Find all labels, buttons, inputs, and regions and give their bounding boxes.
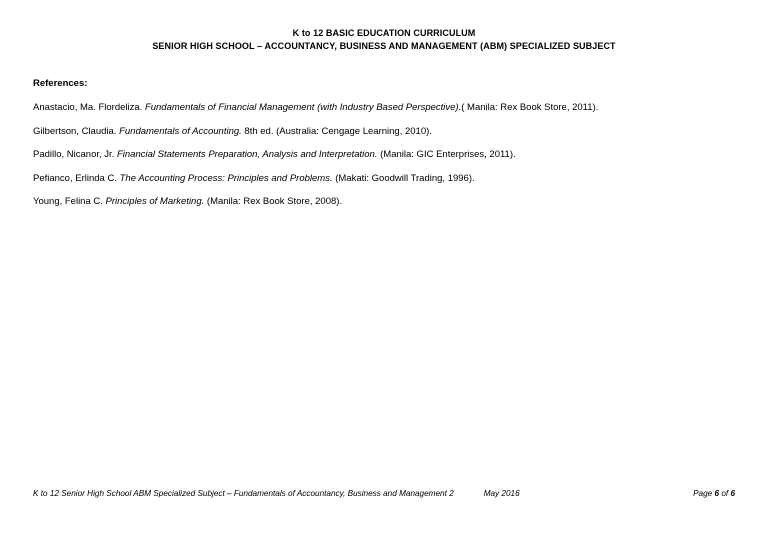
reference-entry — [33, 150, 735, 160]
reference-author: Young, Felina C. — [33, 196, 106, 207]
reference-title: Financial Statements Preparation, Analysis and Interpretation. — [116, 149, 378, 160]
footer-total-pages: 6 — [730, 489, 735, 498]
header-line-2: SENIOR HIGH SCHOOL – ACCOUNTANCY, BUSINESS AND MANAGEMENT (ABM) SPECIALIZED SUBJECT — [152, 41, 616, 51]
references-heading: References: — [33, 78, 88, 89]
reference-publisher: (Manila: Rex Book Store, 2008). — [204, 196, 343, 207]
references-section — [33, 78, 735, 207]
reference-entry — [33, 127, 735, 137]
reference-publisher: (Makati: Goodwill Trading, 1996). — [332, 172, 475, 184]
reference-publisher: (Manila: GIC Enterprises, 2011). — [377, 149, 516, 160]
footer-page-word: Page — [693, 489, 715, 498]
reference-title: Fundamentals of Financial Management (with Industry Based Perspective). — [144, 102, 462, 113]
reference-author: Pefianco, Erlinda C. — [33, 172, 120, 184]
reference-publisher: 8th ed. (Australia: Cengage Learning, 2010). — [241, 125, 432, 137]
reference-entry — [33, 174, 735, 184]
footer-document-title: K to 12 Senior High School ABM Specialized Subject – Fundamentals of Accountancy, Business and Management 2 — [33, 489, 454, 498]
reference-title: Fundamentals of Accounting. — [119, 125, 242, 137]
footer-date: May 2016 — [483, 489, 520, 498]
footer-of-word: of — [719, 489, 731, 498]
reference-entry — [33, 197, 735, 207]
reference-author: Padillo, Nicanor, Jr. — [33, 149, 117, 160]
footer-left — [33, 489, 520, 498]
header-line-1: K to 12 BASIC EDUCATION CURRICULUM — [292, 28, 476, 38]
reference-author: Anastacio, Ma. Flordeliza. — [33, 102, 145, 113]
footer-page-number: 6 — [714, 489, 720, 498]
reference-publisher: ( Manila: Rex Book Store, 2011). — [461, 102, 599, 113]
reference-title: Principles of Marketing. — [105, 196, 205, 207]
page-footer — [33, 489, 735, 498]
footer-page-indicator — [693, 489, 735, 498]
reference-title: The Accounting Process: Principles and Problems. — [119, 172, 333, 184]
reference-entry — [33, 103, 735, 113]
reference-author: Gilbertson, Claudia. — [33, 125, 120, 137]
page-header — [0, 0, 768, 53]
